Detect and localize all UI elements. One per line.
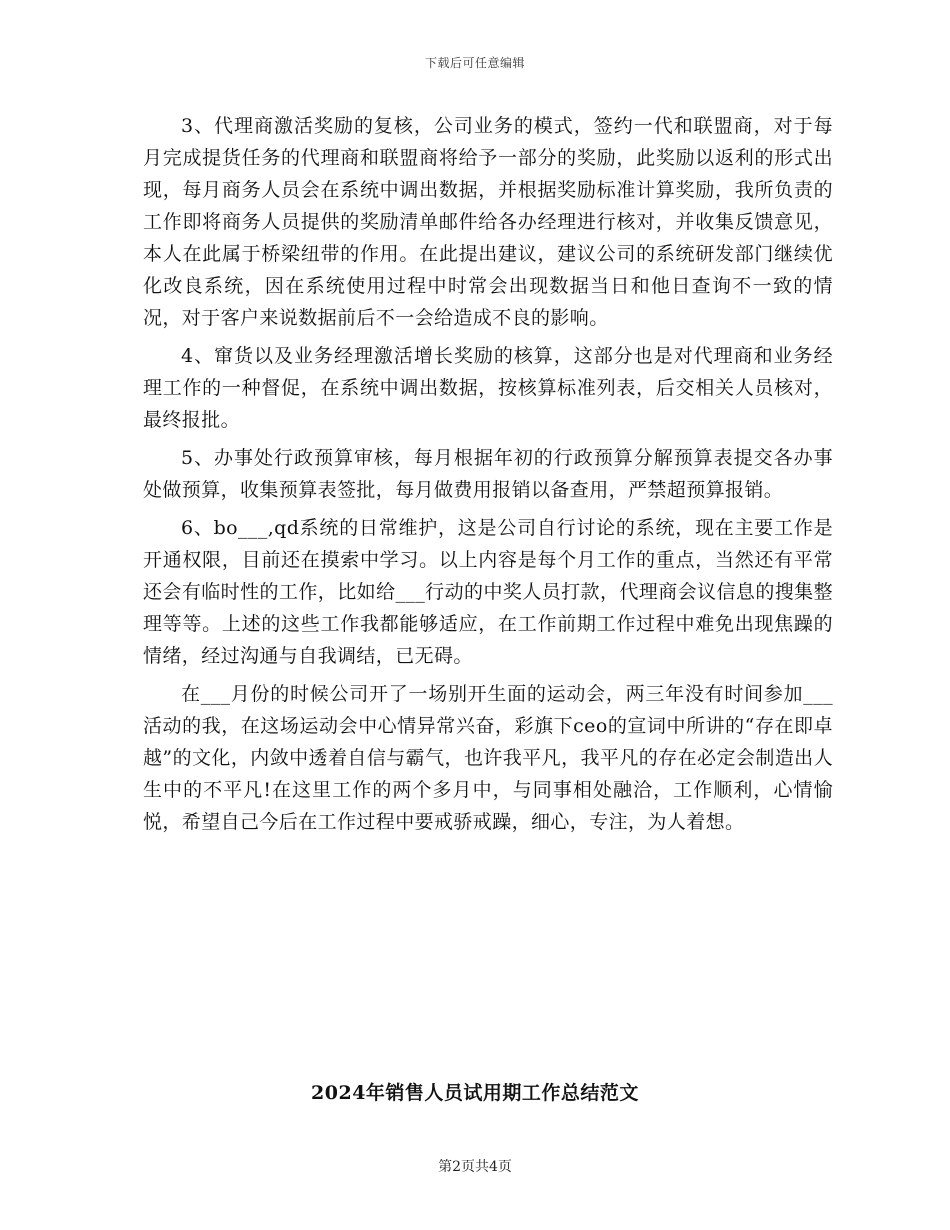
paragraph-sports-meeting: 在___月份的时候公司开了一场别开生面的运动会，两三年没有时间参加___活动的我，在这场运动会中心情异常兴奋，彩旗下ceo的宣词中所讲的“存在即卓越”的文化，内敛中透着自信与霸气，也许我平凡，我平凡的存在必定会制造出人生中的不平凡!在这里工作的两个多月中，与同事相处融洽，工作顺利，心情愉悦，希望自己今后在工作过程中要戒骄戒躁，细心，专注，为人着想。 [143, 683, 833, 833]
paragraph-item-5: 5、办事处行政预算审核，每月根据年初的行政预算分解预算表提交各办事处做预算，收集预算表签批，每月做费用报销以备查用，严禁超预算报销。 [143, 447, 833, 501]
paragraph-item-3: 3、代理商激活奖励的复核，公司业务的模式，签约一代和联盟商，对于每月完成提货任务的代理商和联盟商将给予一部分的奖励，此奖励以返利的形式出现，每月商务人员会在系统中调出数据，并根据奖励标准计算奖励，我所负责的工作即将商务人员提供的奖励清单邮件给各办经理进行核对，并收集反馈意见，本人在此属于桥梁纽带的作用。在此提出建议，建议公司的系统研发部门继续优化改良系统，因在系统使用过程中时常会出现数据当日和他日查询不一致的情况，对于客户来说数据前后不一会给造成不良的影响。 [143, 115, 833, 329]
document-title: 2024年销售人员试用期工作总结范文 [311, 1082, 639, 1104]
page-header: 下载后可任意编辑 [424, 56, 525, 70]
page-number: 第2页共4页 [438, 1159, 512, 1175]
paragraph-item-6: 6、bo___,qd系统的日常维护，这是公司自行讨论的系统，现在主要工作是开通权限，目前还在摸索中学习。以上内容是每个月工作的重点，当然还有平常还会有临时性的工作，比如给___行动的中奖人员打款，代理商会议信息的搜集整理等等。上述的这些工作我都能够适应，在工作前期工作过程中难免出现焦躁的情绪，经过沟通与自我调结，已无碍。 [143, 517, 833, 667]
paragraph-item-4: 4、窜货以及业务经理激活增长奖励的核算，这部分也是对代理商和业务经理工作的一种督促，在系统中调出数据，按核算标准列表，后交相关人员核对，最终报批。 [143, 345, 833, 431]
document-body [143, 110, 833, 844]
